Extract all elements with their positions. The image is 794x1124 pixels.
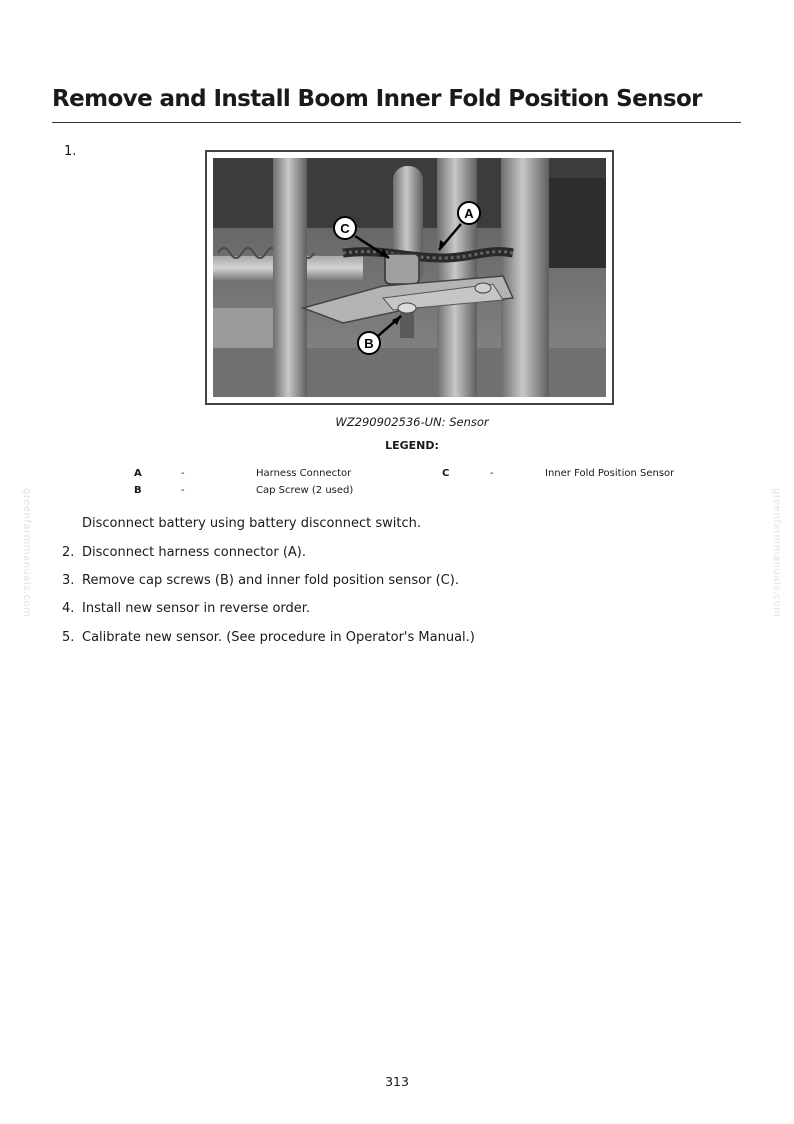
- sensor-photo: [213, 158, 606, 397]
- legend-dash-b: -: [181, 485, 185, 496]
- watermark-left: greenfarmmanuals.com: [21, 488, 32, 618]
- legend-dash-c: -: [490, 468, 494, 479]
- title-divider: [52, 122, 741, 123]
- step-1: [62, 516, 421, 531]
- step-3-text: Remove cap screws (B) and inner fold position sensor (C).: [82, 573, 459, 588]
- step-2-text: Disconnect harness connector (A).: [82, 545, 307, 560]
- svg-text:A: A: [464, 206, 474, 221]
- callout-b: [358, 332, 380, 354]
- callout-a: [458, 202, 480, 224]
- legend-label-a: Harness Connector: [256, 468, 352, 479]
- step-3: [62, 573, 459, 588]
- svg-text:C: C: [340, 221, 350, 236]
- step-5-text: Calibrate new sensor. (See procedure in Operator's Manual.): [82, 630, 475, 645]
- legend-key-a: A: [134, 468, 142, 479]
- step-5-number: 5.: [62, 630, 75, 645]
- page-title: Remove and Install Boom Inner Fold Position Sensor: [52, 86, 702, 112]
- step-5: [62, 630, 475, 645]
- step-2-number: 2.: [62, 545, 75, 560]
- figure-caption: WZ290902536-UN: Sensor: [335, 415, 489, 429]
- legend-dash-a: -: [181, 468, 185, 479]
- step-1-number: 1.: [64, 144, 77, 159]
- step-4-number: 4.: [62, 601, 75, 616]
- legend-title: LEGEND:: [385, 439, 439, 452]
- callout-c: [334, 217, 356, 239]
- legend-key-b: B: [134, 485, 142, 496]
- sensor-figure: [205, 150, 614, 405]
- step-1-text: Disconnect battery using battery disconnect switch.: [82, 516, 421, 531]
- step-3-number: 3.: [62, 573, 75, 588]
- legend-label-c: Inner Fold Position Sensor: [545, 468, 675, 479]
- watermark-right: greenfarmmanuals.com: [771, 488, 782, 618]
- svg-text:B: B: [364, 336, 374, 351]
- page-number: 313: [385, 1074, 409, 1089]
- step-2: [62, 545, 306, 560]
- legend-key-c: C: [442, 468, 450, 479]
- legend-label-b: Cap Screw (2 used): [256, 485, 354, 496]
- step-4-text: Install new sensor in reverse order.: [82, 601, 311, 616]
- step-4: [62, 601, 310, 616]
